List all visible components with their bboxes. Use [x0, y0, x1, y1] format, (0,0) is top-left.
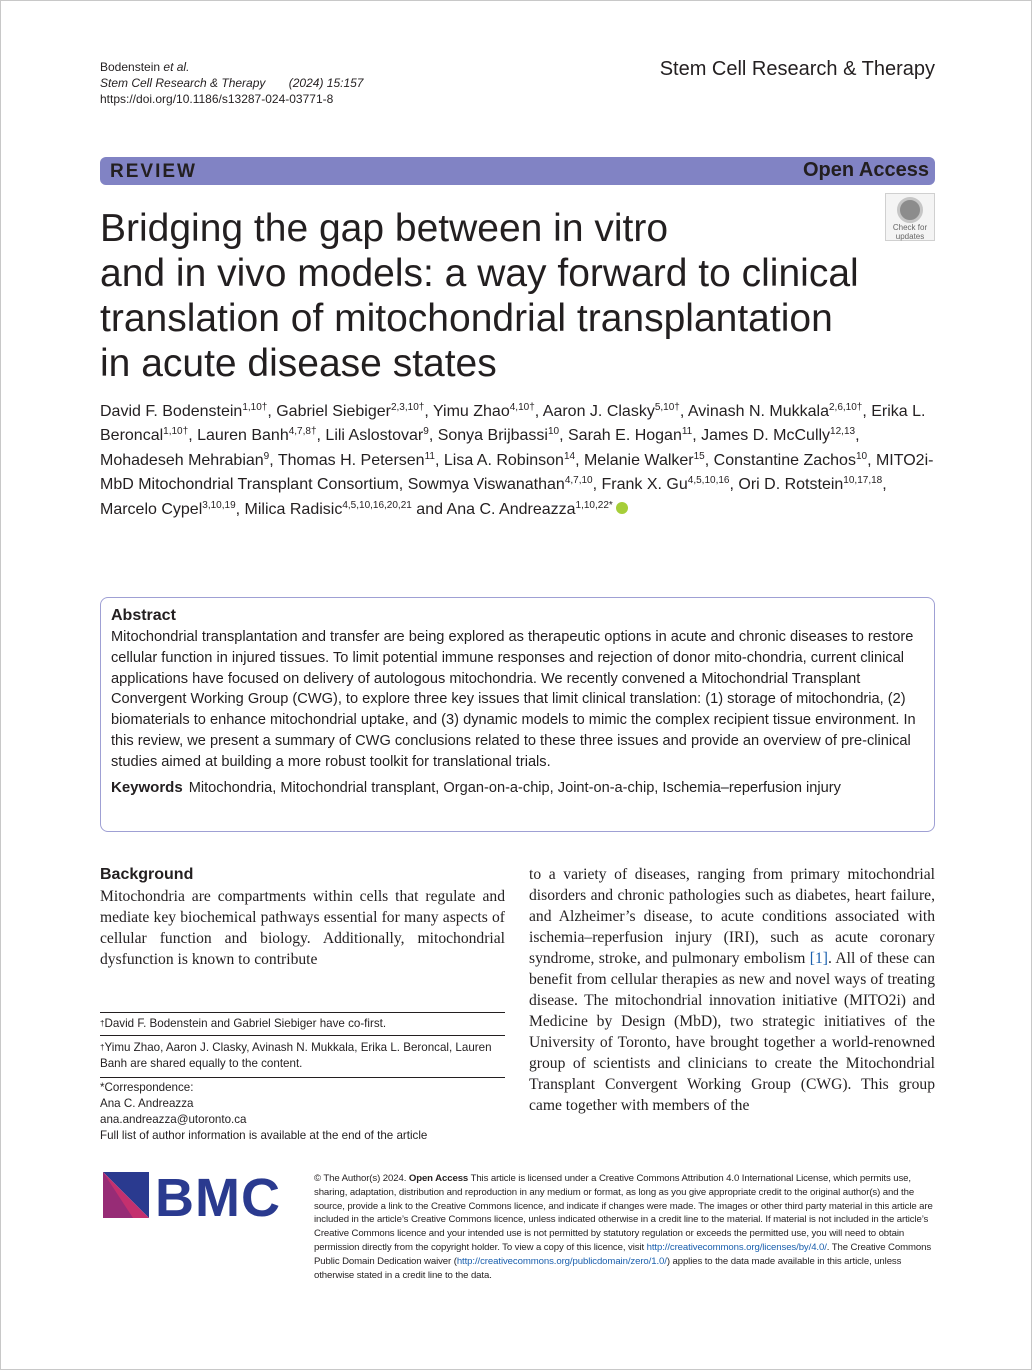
- license-open-access: Open Access: [408, 1173, 469, 1184]
- header-authors: Bodenstein: [100, 60, 161, 74]
- license-mid: . The Creative Commons Public Domain Dedication waiver (: [314, 1241, 932, 1267]
- footnote-divider: [100, 1035, 505, 1036]
- bmc-logo: [103, 1172, 288, 1224]
- author-affiliation-sup: 3,10,19: [202, 499, 236, 511]
- bmc-logo-text: BMC: [155, 1172, 281, 1224]
- running-header: [100, 59, 363, 107]
- author-name: Lili Aslostovar: [325, 427, 424, 445]
- header-doi[interactable]: https://doi.org/10.1186/s13287-024-03771-8: [100, 92, 334, 106]
- article-title: [100, 206, 890, 386]
- author-affiliation-sup: 15: [693, 450, 705, 462]
- title-line: and in vivo models: a way forward to clinical: [100, 252, 859, 295]
- author-affiliation-sup: 4,7,8†: [288, 426, 317, 438]
- header-etal: et al.: [163, 60, 190, 74]
- author-name: Thomas H. Petersen: [277, 451, 425, 469]
- check-for-updates-badge[interactable]: [885, 193, 935, 241]
- background-left-text: Mitochondria are compartments within cells that regulate and mediate key biochemical pathways essential for many aspects of cellular function and biology. Additionally, mitochondrial dysfunction is known to contribute: [100, 888, 505, 968]
- author-list: David F. Bodenstein$^{1,10\dagger}$, Gabriel Siebiger$^{2,3,10\dagger}$, Yimu Zhao$^{4,10\dagger}$, Aaron J. Clasky$^{5,10\dagger}$, Avinash N. Mukkala$^{2,6,10\dagger}$, Erika L. Beroncal$^{1,10\dagger}$, Lauren Banh$^{4,7,8\dagger}$, Lili Aslostovar$^9$, Sonya Brijbassi$^{10}$, Sarah E. Hogan$^{11}$, James D. McCully$^{12,13}$, Mohadeseh Mehrabian$^9$, Thomas H. Petersen$^{11}$, Lisa A. Robinson$^{14}$, Melanie Walker$^{15}$, Constantine Zachos$^{10}$, MITO2i-MbD Mitochondrial Transplant Consortium, Sowmya Viswanathan$^{4,7,10}$, Frank X. Gu$^{4,5,10,16}$, Ori D. Rotstein$^{10,17,18}$, Marcelo Cypel$^{3,10,19}$, Milica Radisic$^{4,5,10,16,20,21}$ and Ana C. Andreazza$^{1,10,22*}$: [100, 402, 934, 518]
- author-affiliation-sup: 1,10,22*: [575, 499, 613, 511]
- author-affiliation-sup: 2,6,10†: [828, 402, 863, 413]
- license-end: ) applies to the data made available in this article, unless otherwise stated in a credit line to the data.: [314, 1255, 902, 1281]
- author-affiliation-sup: 10,17,18: [843, 475, 883, 487]
- author-name: Frank X. Gu: [601, 476, 688, 494]
- orcid-icon[interactable]: [616, 502, 628, 514]
- header-journal: Stem Cell Research & Therapy: [100, 76, 266, 90]
- background-heading: Background: [100, 866, 194, 883]
- license-link-cc0[interactable]: http://creativecommons.org/publicdomain/zero/1.0/: [456, 1255, 667, 1267]
- author-affiliation-sup: 9: [263, 450, 270, 462]
- author-affiliation-sup: 11: [681, 426, 693, 438]
- footnote-text: David F. Bodenstein and Gabriel Siebiger have co-first.: [104, 1017, 387, 1030]
- title-line: translation of mitochondrial transplantation: [100, 297, 833, 340]
- correspondence: [100, 1080, 505, 1144]
- license-link-cc-by[interactable]: http://creativecommons.org/licenses/by/4.0/: [646, 1241, 827, 1253]
- author-name: Gabriel Siebiger: [276, 403, 391, 420]
- author-affiliation-sup: 5,10†: [654, 402, 680, 413]
- author-name: James D. McCully: [701, 427, 831, 445]
- header-year-volume: (2024) 15:157: [288, 76, 364, 90]
- background-right-text: [529, 864, 935, 1116]
- citation-link[interactable]: [1]: [809, 950, 828, 967]
- keywords: [111, 778, 924, 798]
- footnote-marker: †: [100, 1043, 105, 1052]
- author-name: Lisa A. Robinson: [443, 451, 564, 469]
- author-name: Yimu Zhao: [432, 403, 510, 420]
- author-name: Avinash N. Mukkala: [687, 403, 829, 420]
- correspondence-name: Ana C. Andreazza: [100, 1097, 194, 1110]
- author-affiliation-sup: 10: [855, 450, 868, 462]
- author-name: Erika L. Beroncal: [100, 403, 926, 445]
- author-affiliation-sup: 9: [423, 426, 429, 438]
- author-affiliation-sup: 14: [563, 450, 576, 462]
- author-name: Sowmya Viswanathan: [407, 476, 565, 494]
- author-name: Sarah E. Hogan: [568, 427, 682, 445]
- abstract-heading: Abstract: [111, 607, 176, 624]
- author-affiliation-sup: 4,5,10,16,20,21: [342, 499, 412, 511]
- author-name: David F. Bodenstein: [100, 403, 243, 420]
- right-text-part-1: to a variety of diseases, ranging from primary mitochondrial disorders and chronic pathologies such as diabetes, heart failure, and Alzheimer’s disease, to acute conditions associated with ischemia–reperfusion injury (IRI), such as acute coronary syndrome, stroke, and pulmonary embolism: [529, 866, 935, 967]
- author-name: Melanie Walker: [583, 451, 694, 469]
- author-name: Lauren Banh: [197, 427, 289, 445]
- author-affiliation-sup: 12,13: [830, 426, 856, 438]
- abstract-box: [100, 597, 935, 832]
- footnote-divider: [100, 1077, 505, 1078]
- keywords-label: Keywords: [111, 778, 183, 796]
- license-copyright: © The Author(s) 2024.: [314, 1173, 409, 1184]
- correspondence-email[interactable]: ana.andreazza@utoronto.ca: [100, 1113, 247, 1126]
- author-name: Marcelo Cypel: [100, 500, 203, 518]
- title-line: Bridging the gap between in vitro: [100, 207, 669, 250]
- author-affiliation-sup: 1,10†: [242, 402, 268, 413]
- author-affiliation-sup: 4,5,10,16: [687, 475, 730, 487]
- author-name: Milica Radisic: [244, 500, 343, 518]
- author-affiliation-sup: 1,10†: [163, 426, 189, 438]
- correspondence-label: *Correspondence:: [100, 1081, 194, 1094]
- author-name: Sonya Brijbassi: [437, 427, 548, 445]
- footnote-divider: [100, 1012, 505, 1013]
- author-name: MITO2i-MbD Mitochondrial Transplant Consortium: [100, 451, 934, 494]
- author-name: Mohadeseh Mehrabian: [100, 451, 264, 469]
- author-name: Aaron J. Clasky: [542, 403, 655, 420]
- author-affiliation-sup: 2,3,10†: [390, 402, 425, 413]
- author-name: Ana C. Andreazza: [446, 500, 576, 518]
- author-affiliation-sup: 11: [424, 450, 435, 462]
- article-type-label: REVIEW: [110, 161, 197, 182]
- author-info-note: Full list of author information is available at the end of the article: [100, 1129, 428, 1142]
- crossmark-icon: [897, 197, 923, 223]
- license-statement: [314, 1172, 936, 1282]
- title-line: in acute disease states: [100, 342, 497, 385]
- article-type-band: [100, 157, 935, 185]
- footnote-text: Yimu Zhao, Aaron J. Clasky, Avinash N. Mukkala, Erika L. Beroncal, Lauren Banh are shared equally to the content.: [100, 1041, 492, 1070]
- keywords-list: Mitochondria, Mitochondrial transplant, Organ-on-a-chip, Joint-on-a-chip, Ischemia–reperfusion injury: [188, 779, 841, 796]
- footnote-cofirst: [100, 1016, 505, 1032]
- right-column: [529, 864, 935, 1116]
- abstract-text: Mitochondrial transplantation and transfer are being explored as therapeutic options in acute and chronic diseases to restore cellular function in injured tissues. To limit potential immune responses and rejection of donor mito-chondria, current clinical applications have focused on delivery of autologous mitochondria. We recently convened a Mitochondrial Transplant Convergent Working Group (CWG), to explore three key issues that limit clinical translation: (1) storage of mitochondria, (2) biomaterials to enhance mitochondrial uptake, and (3) dynamic models to mimic the complex recipient tissue environment. In this review, we present a summary of CWG conclusions related to these three issues and provide an overview of pre-clinical studies aimed at building a more robust toolkit for translational trials.: [111, 629, 916, 770]
- footnote-shared: [100, 1040, 505, 1072]
- footnote-marker: †: [100, 1019, 105, 1028]
- badge-line-2: updates: [895, 232, 925, 241]
- badge-line-1: Check for: [892, 223, 928, 232]
- author-name: Ori D. Rotstein: [738, 476, 844, 494]
- right-text-part-2: . All of these can benefit from cellular therapies as new and novel ways of treating disease. The mitochondrial innovation initiative (MITO2i) and Medicine by Design (MbD), two strategic initiatives of the University of Toronto, have brought together a world-renowned group of scientists and clinicians to create the Mitochondrial Transplant Convergent Working Group (CWG). This group came together with members of the: [529, 950, 935, 1114]
- left-column: [100, 864, 505, 970]
- journal-name: Stem Cell Research & Therapy: [659, 58, 935, 80]
- license-body: This article is licensed under a Creative Commons Attribution 4.0 International License, which permits use, sharing, adaptation, distribution and reproduction in any medium or format, as long as you give appropriate credit to the original author(s) and the source, provide a link to the Creative Commons licence, and indicate if changes were made. The images or other third party material in this article are included in the article’s Creative Commons licence, unless indicated otherwise in a credit line to the material. If material is not included in the article’s Creative Commons licence and your intended use is not permitted by statutory regulation or exceeds the permitted use, you will need to obtain permission directly from the copyright holder. To view a copy of this licence, visit: [314, 1173, 933, 1253]
- author-affiliation-sup: 10: [547, 426, 560, 438]
- open-access-label: Open Access: [803, 159, 929, 181]
- author-affiliation-sup: 4,10†: [509, 402, 535, 413]
- author-name: Constantine Zachos: [713, 451, 856, 469]
- author-affiliation-sup: 4,7,10: [564, 475, 593, 487]
